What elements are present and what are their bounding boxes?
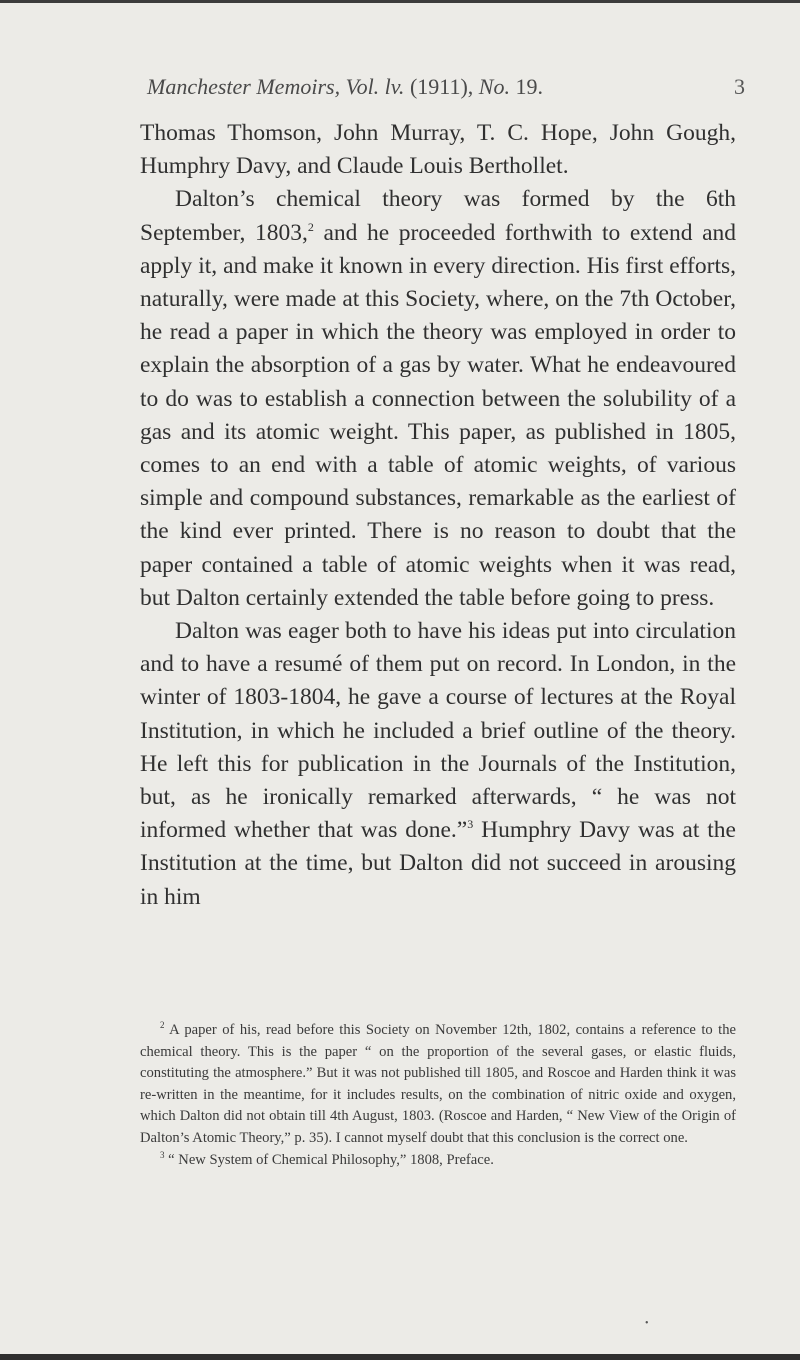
footnote	[140, 1020, 736, 1150]
footnote-text: “ New System of Chemical Philosophy,” 1808, Preface.	[164, 1151, 494, 1168]
paragraph-text: Thomas Thomson, John Murray, T. C. Hope, John Gough, Humphry Davy, and Claude Louis Berthollet.	[140, 120, 736, 180]
print-speck: •	[645, 1318, 649, 1329]
footnote-marker: 3	[160, 1149, 165, 1160]
paragraph	[140, 615, 736, 914]
footnote-text: A paper of his, read before this Society on November 12th, 1802, contains a reference to the chemical theory. This is the paper “ on the proportion of the several gases, or elastic fluids, constituting the atmosphere.” But it was not published till 1805, and Roscoe and Harden think it was re-written in the meantime, for it includes results, on the combination of nitric oxide and oxygen, which Dalton did not obtain till 4th August, 1803. (Roscoe and Harden, “ New View of the Origin of Dalton’s Atomic Theory,” p. 35). I cannot myself doubt that this conclusion is the correct one.	[140, 1022, 736, 1146]
footnote-reference: 2	[307, 219, 314, 234]
running-head-text	[147, 74, 543, 100]
running-head	[140, 74, 745, 108]
body-text	[140, 117, 736, 914]
paragraph-text: and he proceeded forthwith to extend and apply it, and make it known in every direction. His first efforts, naturally, were made at this Society, where, on the 7th October, he read a paper in which the theory was employed in order to explain the absorption of a gas by water. What he endeavoured to do was to establish a connection between the solubility of a gas and its atomic weight. This paper, as published in 1805, comes to an end with a table of atomic weights, of various simple and compound substances, remarkable as the earliest of the kind ever printed. There is no reason to doubt that the paper contained a table of atomic weights when it was read, but Dalton certainly extended the table before going to press.	[140, 219, 737, 611]
footnote-marker: 2	[160, 1020, 165, 1031]
journal-year: (1911),	[409, 74, 474, 99]
paragraph-text: Dalton was eager both to have his ideas put into circulation and to have a resumé of them put on record. In London, in the winter of 1803-1804, he gave a course of lectures at the Royal Institution, in which he included a brief outline of the theory. He left this for publication in the Journals of the Institution, but, as he ironically remarked afterwards, “ he was not informed whether that was done.”	[140, 618, 736, 844]
footnotes	[140, 1020, 736, 1171]
footnote	[140, 1150, 736, 1172]
journal-number: 19.	[515, 74, 543, 99]
page-edge-bottom	[0, 1354, 800, 1360]
page-edge-top	[0, 0, 800, 3]
journal-title: Manchester Memoirs, Vol. lv.	[147, 74, 405, 99]
paragraph-text: Humphry Davy was at the Institution at the time, but Dalton did not succeed in arousing in him	[140, 817, 736, 910]
page-number: 3	[734, 74, 745, 99]
paragraph	[140, 117, 736, 183]
footnote-reference: 3	[467, 817, 474, 832]
paragraph-text: Dalton’s chemical theory was formed by the 6th September, 1803,	[140, 186, 736, 246]
paragraph	[140, 183, 736, 615]
journal-number-label: No.	[478, 74, 510, 99]
